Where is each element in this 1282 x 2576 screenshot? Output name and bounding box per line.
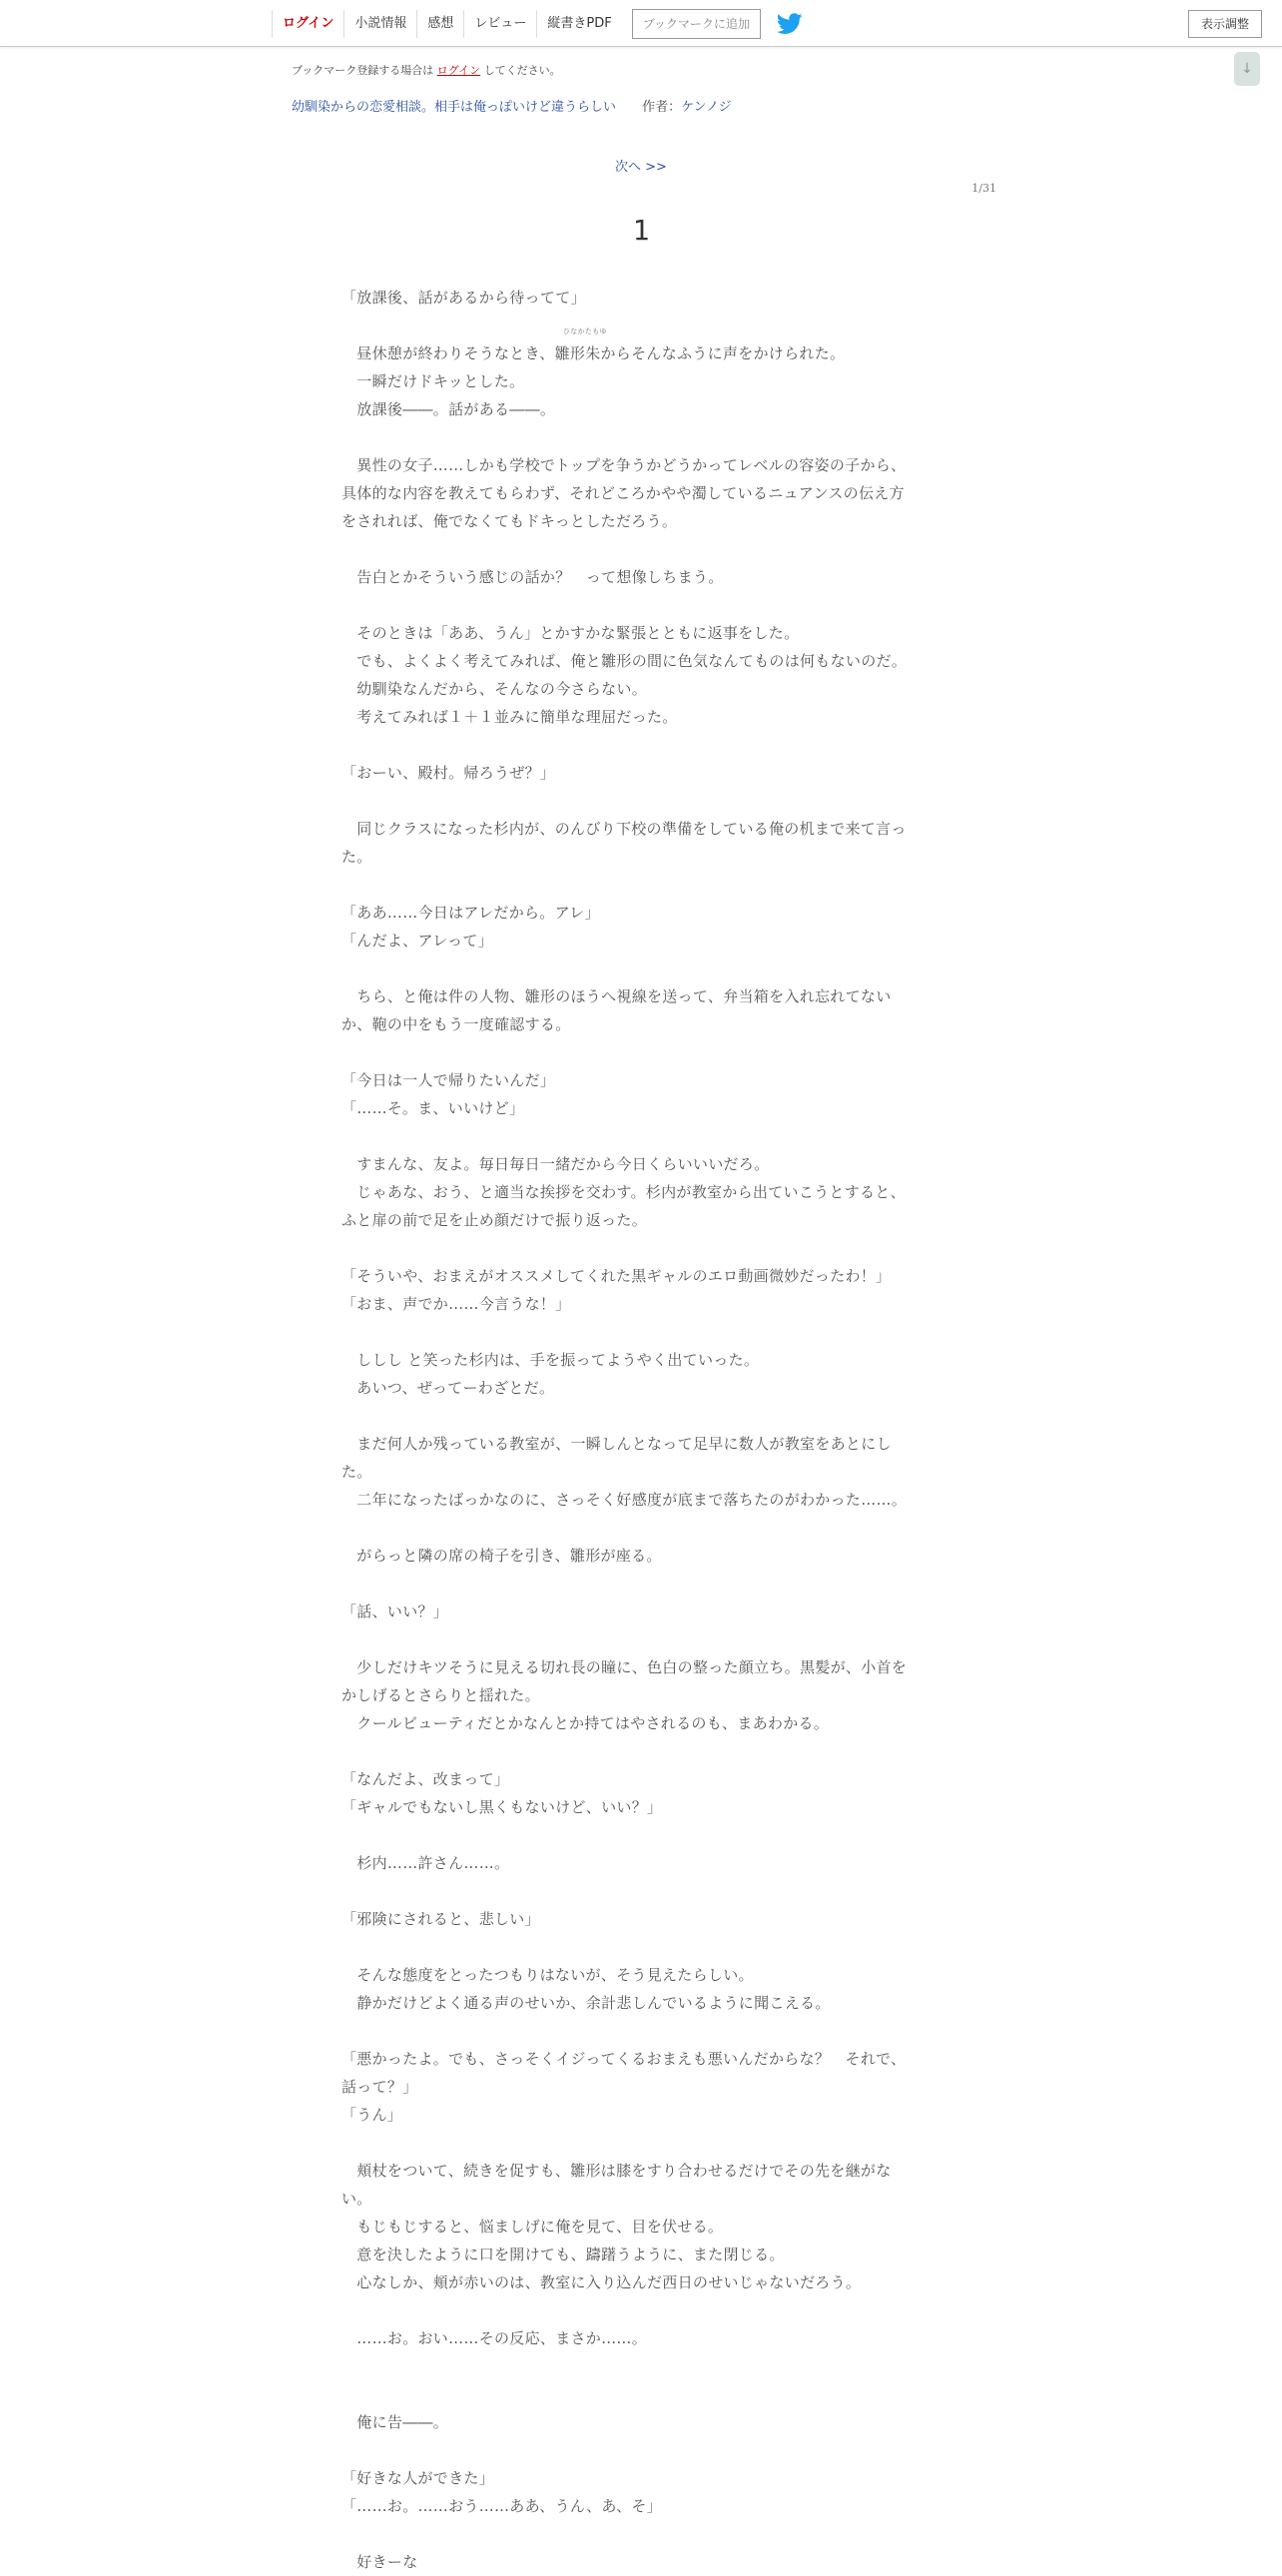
ruby-annotation: ひなかたもゆ [563,327,607,335]
body-line: 「話、いい？」 [341,1603,449,1620]
body-line: もじもじすると、悩ましげに俺を見て、目を伏せる。 [341,2218,724,2236]
work-title-link[interactable]: 幼馴染からの恋愛相談。相手は俺っぽいけど違うらしい [292,100,617,115]
body-line: 俺に告――。 [341,2413,449,2431]
body-line [341,2352,939,2380]
body-line: じゃあな、おう、と適当な挨拶を交わす。杉内が教室から出ていこうとすると、 [341,1183,906,1201]
page-count: 1/31 [971,182,996,195]
body-line: 好きーな [341,2553,418,2571]
body-line [341,2436,939,2464]
body-line [341,1038,939,1066]
scroll-down-icon[interactable]: ↓ [1234,52,1260,86]
body-line [341,312,939,339]
body-line [341,1402,939,1430]
next-page-link[interactable]: 次へ >> [615,160,667,175]
body-line: 「そういや、おまえがオススメしてくれた黒ギャルのエロ動画微妙だったわ！」 [341,1267,892,1285]
body-line [341,327,939,367]
body-line [341,1821,939,1849]
body-line [341,1122,939,1150]
body-line: 静かだけどよく通る声のせいか、余計悲しんでいるように聞こえる。 [341,1994,831,2012]
body-line: でも、よくよく考えてみれば、俺と雛形の間に色気なんてものは何もないのだ。 [341,652,908,670]
nav-impressions-link[interactable]: 感想 [416,10,463,38]
body-line: 意を決したように口を開けても、躊躇うように、また閉じる。 [341,2246,785,2263]
body-line: ふと扉の前で足を止め顔だけで振り返った。 [341,1211,648,1229]
body-line: 「放課後、話があるから待ってて」 [341,289,586,307]
body-line: 心なしか、頬が赤いのは、教室に入り込んだ西日のせいじゃないだろう。 [341,2273,862,2291]
body-line [341,2129,939,2157]
body-line [341,2380,939,2408]
body-line: あいつ、ぜってーわざとだ。 [341,1379,555,1397]
body-line: 二年になったばっかなのに、さっそく好感度が底まで落ちたのがわかった……。 [341,1491,908,1509]
body-line [341,535,939,563]
body-line [341,1318,939,1346]
body-line: 杉内……許さん……。 [341,1854,510,1872]
author-link[interactable]: ケンノジ [681,100,732,115]
body-line: クールビューティだとかなんとか持てはやされるのも、まあわかる。 [341,1714,830,1732]
body-line: 幼馴染なんだから、そんなの今さらない。 [341,680,648,698]
body-line [341,2017,939,2045]
body-line [341,1625,939,1653]
body-line: 異性の女子……しかも学校でトップを争うかどうかってレベルの容姿の子から、 [341,456,907,474]
main-nav [272,10,803,38]
body-line [341,2520,939,2548]
body-line: 「ギャルでもないし黒くもないけど、いい？」 [341,1798,663,1816]
bookmark-note-after: してください。 [483,64,561,77]
body-line [341,1234,939,1262]
body-line: 「……そ。ま、いいけど」 [341,1099,525,1117]
body-line: 具体的な内容を教えてもらわず、それどころかやや濁しているニュアンスの伝え方 [341,484,905,502]
body-line: ししし と笑った杉内は、手を振ってようやく出ていった。 [341,1351,760,1369]
bookmark-note-login-link[interactable]: ログイン [436,64,481,77]
body-line [341,2296,939,2324]
body-line [341,423,939,451]
body-line [341,1570,939,1598]
body-line: い。 [341,2190,372,2208]
nav-novel-info-link[interactable]: 小説情報 [343,10,416,38]
twitter-icon[interactable] [777,13,803,35]
body-line: 告白とかそういう感じの話か？ って想像しちまう。 [341,568,724,586]
novel-body-text [341,284,939,2576]
body-line [341,787,939,815]
body-line: た。 [341,848,372,866]
body-line: そんな態度をとったつもりはないが、そう見えたらしい。 [341,1966,754,1984]
body-line: 一瞬だけドキッとした。 [341,372,525,390]
body-line [341,871,939,899]
body-line: をされれば、俺でなくてもドキっとしただろう。 [341,512,678,530]
nav-review-link[interactable]: レビュー [463,10,536,38]
body-line: 「ああ……今日はアレだから。アレ」 [341,904,600,922]
body-line: 「悪かったよ。でも、さっそくイジってくるおまえも悪いんだからな？ それで、 [341,2050,907,2068]
body-line: 「邪険にされると、悲しい」 [341,1910,540,1928]
body-line: 「今日は一人で帰りたいんだ」 [341,1071,556,1089]
nav-login-link[interactable]: ログイン [272,10,343,38]
display-settings-button[interactable]: 表示調整 [1188,10,1262,38]
nav-vertical-pdf-link[interactable]: 縦書きPDF [536,10,621,38]
body-line: 同じクラスになった杉内が、のんびり下校の準備をしている俺の机まで来て言っ [341,820,907,838]
body-line: 「おーい、殿村。帰ろうぜ？」 [341,764,556,782]
work-title-line [292,96,731,115]
body-line: か、鞄の中をもう一度確認する。 [341,1015,571,1033]
author-label: 作者： [642,100,682,115]
body-line [341,591,939,619]
body-line [341,1933,939,1961]
body-line: た。 [341,1463,372,1481]
body-line: 「……お。……おう……ああ、うん、あ、そ」 [341,2497,663,2515]
body-line [341,731,939,759]
pager-next [0,156,1282,175]
body-line: ……お。おい……その反応、まさか……。 [341,2329,648,2347]
bookmark-note-before: ブックマーク登録する場合は [292,64,434,77]
body-line: そのときは「ああ、うん」とかすかな緊張とともに返事をした。 [341,624,800,642]
chapter-title: 1 [632,214,650,247]
bookmark-add-button[interactable]: ブックマークに追加 [632,9,761,39]
body-line-text: 昼休憩が終わりそうなとき、雛形朱からそんなふうに声をかけられた。 [341,344,846,362]
body-line: すまんな、友よ。毎日毎日一緒だから今日くらいいいだろ。 [341,1155,770,1173]
body-line: 話って？」 [341,2078,418,2096]
body-line [341,1737,939,1765]
bookmark-login-note [292,62,561,78]
body-line: 「なんだよ、改まって」 [341,1770,510,1788]
body-line: 「好きな人ができた」 [341,2469,495,2487]
body-line: 放課後――。話がある――。 [341,400,556,418]
body-line: 「うん」 [341,2106,403,2124]
body-line: 考えてみれば１＋１並みに簡単な理屈だった。 [341,708,678,726]
body-line [341,955,939,982]
body-line: 「おま、声でか……今言うな！」 [341,1295,571,1313]
body-line [341,1877,939,1905]
body-line: がらっと隣の席の椅子を引き、雛形が座る。 [341,1547,662,1565]
header-bar [0,0,1282,47]
body-line: 頬杖をついて、続きを促すも、雛形は膝をすり合わせるだけでその先を継がな [341,2162,892,2180]
body-line: ちら、と俺は件の人物、雛形のほうへ視線を送って、弁当箱を入れ忘れてない [341,987,892,1005]
body-line: かしげるとさらりと揺れた。 [341,1686,540,1704]
body-line: 「んだよ、アレって」 [341,932,493,950]
body-line: 少しだけキツそうに見える切れ長の瞳に、色白の整った顔立ち。黒髪が、小首を [341,1658,908,1676]
body-line [341,1514,939,1542]
body-line: まだ何人か残っている教室が、一瞬しんとなって足早に数人が教室をあとにし [341,1435,892,1453]
